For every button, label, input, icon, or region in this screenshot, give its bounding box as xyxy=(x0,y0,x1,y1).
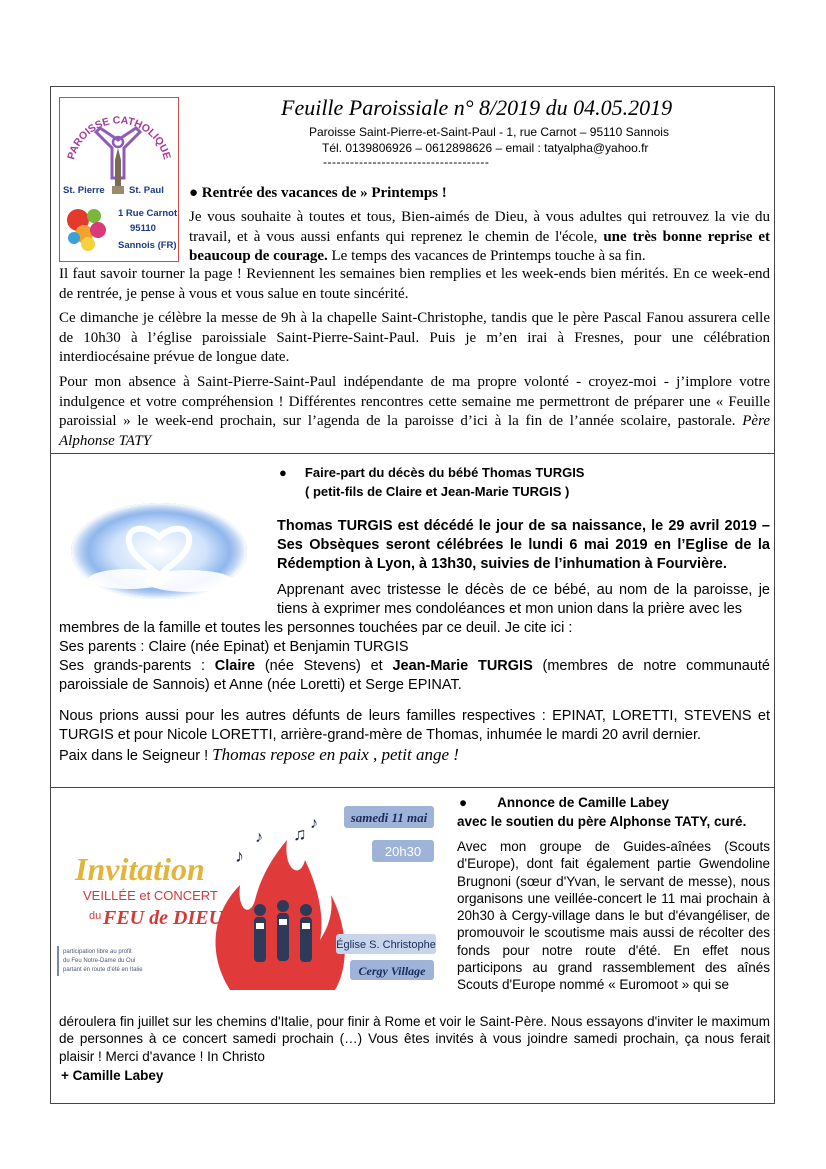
header-separator: ------------------------------------- xyxy=(323,155,490,169)
section3-paragraph-1: Avec mon groupe de Guides-aînées (Scouts d'Europe), dont fait également partie Gwendoline Brugnoni (sœur d'Yvan, le servant de messe), nous organisons une veillée-concert le 11 mai prochain à 20h30 à Cergy-village dans le but d'évangéliser, de promouvoir le scoutisme mais aussi de récolter des fonds pour notre route d'été. En effet nous participons au grand rassemblement des aînés Scouts d'Europe nommé « Euromoot » qui se xyxy=(457,839,770,993)
poster-note-3: partant en route d'été en Italie xyxy=(63,967,143,973)
bullet-icon: ● xyxy=(459,795,468,810)
concert-poster xyxy=(55,800,440,998)
poster-time: 20h30 xyxy=(384,844,422,859)
peace-text: Paix dans le Seigneur ! xyxy=(59,748,213,764)
section3-heading-1-text: Annonce de Camille Labey xyxy=(497,795,669,810)
section2-prayer: Nous prions aussi pour les autres défunts de leurs familles respectives : EPINAT, LORETTI, STEVENS et TURGIS et pour Nicole LORETTI, arrière-grand-mère de Thomas, inhumée le mardi 20 avril dernier. xyxy=(59,708,770,743)
section1-heading: ● Rentrée des vacances de » Printemps ! xyxy=(189,185,447,201)
poster-feu-de-dieu: FEU de DIEU xyxy=(103,907,224,929)
section3-heading-1 xyxy=(459,795,669,810)
logo-address-1: 1 Rue Carnot xyxy=(118,208,178,219)
section2-bold-paragraph: Thomas TURGIS est décédé le jour de sa naissance, le 29 avril 2019 – Ses Obsèques seront célébrées le lundi 6 mai 2019 en l’Eglise de la Rédemption à Lyon, à 13h30, suivies de l’inhumation à Fourvière. xyxy=(277,518,770,572)
section1-paragraph-1 xyxy=(189,208,770,267)
poster-du: du xyxy=(89,910,102,922)
logo-address-3: Sannois (FR) xyxy=(118,240,177,251)
gp-end: (membres de notre communauté paroissiale de Sannois) et Anne (née Loretti) et Serge EPINAT. xyxy=(59,658,771,693)
section2-family-block xyxy=(59,619,770,695)
section1-signature: Père Alphonse TATY xyxy=(59,413,771,449)
gp-claire: Claire xyxy=(214,658,256,674)
poster-invitation: Invitation xyxy=(75,851,205,887)
poster-date: samedi 11 mai xyxy=(350,810,428,825)
section2-heading-2: ( petit-fils de Claire et Jean-Marie TURGIS ) xyxy=(305,484,570,499)
section1-paragraph-1-cont: Il faut savoir tourner la page ! Reviennent les semaines bien remplies et les week-ends bien mérités. En ce week-end de rentrée, je pense à vous et vous salue en toute sincérité. xyxy=(59,266,770,302)
page-title: Feuille Paroissiale n° 8/2019 du 04.05.2019 xyxy=(281,95,673,120)
music-note-icon: ♫ xyxy=(293,824,307,844)
section2-prayer-block xyxy=(59,707,770,766)
logo-saint-right: St. Paul xyxy=(129,185,164,196)
heart-cloud-image xyxy=(69,501,249,601)
logo-address-2: 95110 xyxy=(130,223,156,234)
section-divider xyxy=(51,787,774,788)
music-note-icon: ♪ xyxy=(255,829,263,846)
section2-peace xyxy=(59,745,770,766)
section2-heading-1-text: Faire-part du décès du bébé Thomas TURGIS xyxy=(304,465,585,480)
poster-place-2: Cergy Village xyxy=(358,964,426,978)
poster-place-1: Église S. Christophe xyxy=(336,939,436,951)
section1-paragraph-2: Ce dimanche je célèbre la messe de 9h à la chapelle Saint-Christophe, tandis que le père Pascal Fanou assurera celle de 10h30 à l’église paroissiale Saint-Pierre-Saint-Paul. Puis je m’en irai à Fresnes, pour une célébration interdiocésaine prévue de longue date. xyxy=(59,310,770,365)
newsletter-frame xyxy=(50,86,775,1104)
section2-grandparents xyxy=(59,657,770,695)
gp-jean-marie: Jean-Marie TURGIS xyxy=(392,658,533,674)
peace-cursive: Thomas repose en paix , petit ange ! xyxy=(212,745,459,764)
poster-note-1: participation libre au profit xyxy=(63,949,132,955)
poster-line1: VEILLÉE et CONCERT xyxy=(83,888,218,903)
bullet-icon: ● xyxy=(279,465,287,480)
section1-paragraph-3 xyxy=(59,373,770,451)
music-note-icon: ♪ xyxy=(310,815,318,832)
section1-p1-text: Je vous souhaite à toutes et tous, Bien-aimés de Dieu, à vous adultes qui retrouvez la vie du travail, et à vous aussi enfants qui reprenez le chemin de l'école, xyxy=(189,209,770,245)
gp-mid: (née Stevens) et xyxy=(255,658,393,674)
section3-paragraph-1-cont: déroulera fin juillet sur les chemins d'Italie, pour finir à Rome et voir le Saint-Père. Nous essayons d'inviter le maximum de personnes à ce concert samedi prochain (…) Vous êtes invités à vous joindre samedi prochain, ça nous ferait plaisir ! Merci d'avance ! In Christo xyxy=(59,1014,770,1064)
section-divider xyxy=(51,453,774,454)
section2-heading-1 xyxy=(279,465,584,480)
section1-p3-text: Pour mon absence à Saint-Pierre-Saint-Paul indépendante de ma propre volonté - croyez-moi - j’implore votre indulgence et votre compréhension ! Différentes rencontres cette semaine me permettront de préparer une « Feuille paroissial » le week-end prochain, sur l’agenda de la paroisse d’ici à la fin de l’année scolaire, pastorale. xyxy=(59,374,770,429)
section2-paragraph-1-cont: membres de la famille et toutes les personnes touchées par ce deuil. Je cite ici : xyxy=(59,620,573,636)
parish-logo-graphic xyxy=(60,98,178,261)
parish-logo xyxy=(59,97,179,262)
parish-address: Paroisse Saint-Pierre-et-Saint-Paul - 1, rue Carnot – 95110 Sannois xyxy=(309,125,669,139)
section3-signature: + Camille Labey xyxy=(61,1068,164,1083)
parish-contact: Tél. 0139806926 – 0612898626 – email : tatyalpha@yahoo.fr xyxy=(322,141,649,155)
music-note-icon: ♪ xyxy=(235,846,244,866)
section1-p1-end: Le temps des vacances de Printemps touche à sa fin. xyxy=(327,248,646,264)
gp-label: Ses grands-parents : xyxy=(59,658,215,674)
logo-saint-left: St. Pierre xyxy=(63,185,105,196)
section1-p1-bold: une très bonne reprise et beaucoup de courage. xyxy=(189,228,770,264)
section2-parents: Ses parents : Claire (née Epinat) et Benjamin TURGIS xyxy=(59,639,409,655)
section2-paragraph-1: Apprenant avec tristesse le décès de ce bébé, au nom de la paroisse, je tiens à exprimer mes condoléances et mon union dans la prière avec les xyxy=(277,582,770,617)
section3-heading-2: avec le soutien du père Alphonse TATY, curé. xyxy=(457,814,747,829)
logo-arc-text: PAROISSE CATHOLIQUE xyxy=(65,114,173,161)
poster-note-2: du Feu Notre-Dame du Oui xyxy=(63,958,136,964)
